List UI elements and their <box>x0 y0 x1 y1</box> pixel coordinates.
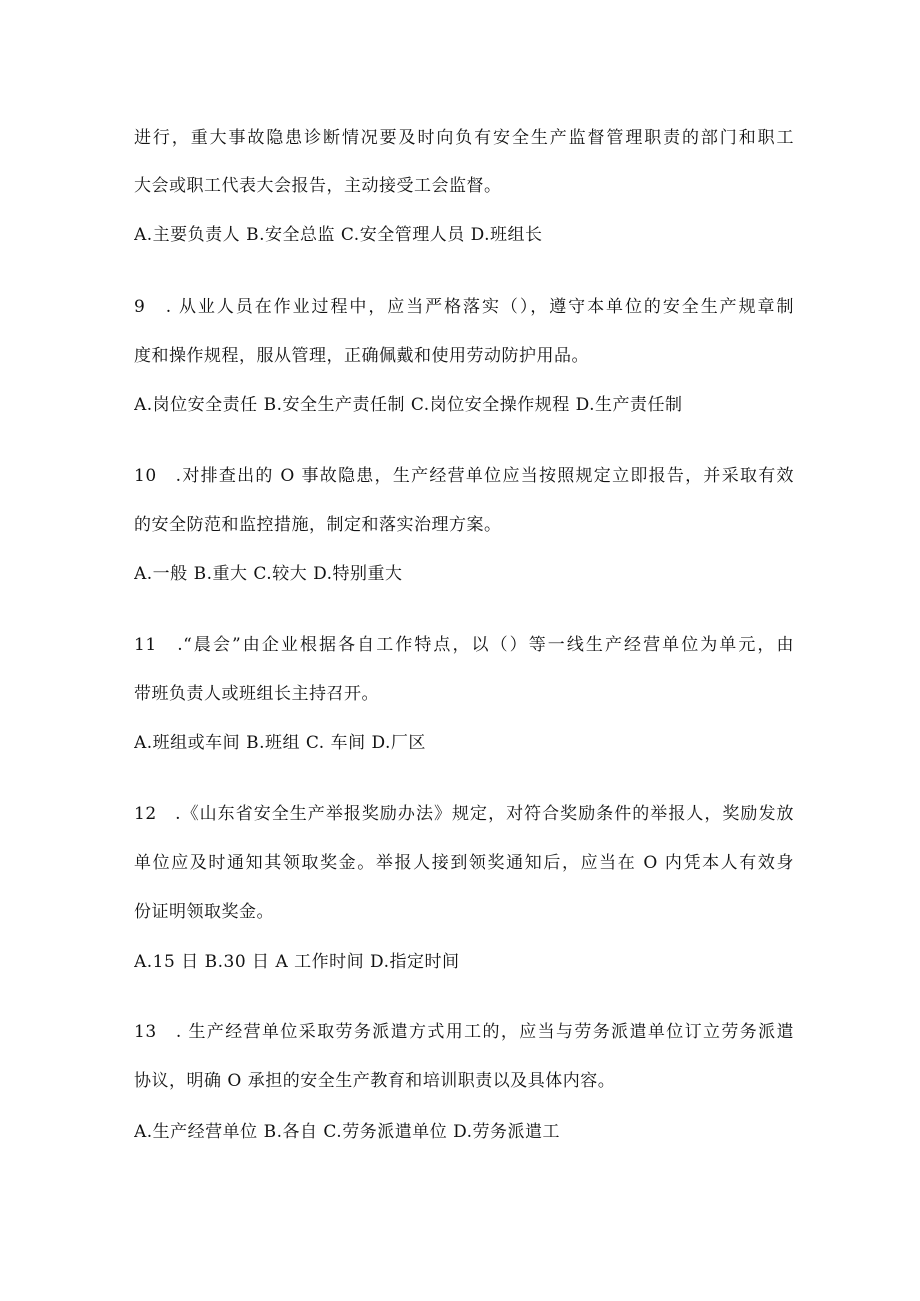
q12-stem-line-3: 份证明领取奖金。 <box>134 902 274 922</box>
q8-stem-line-1: 进行，重大事故隐患诊断情况要及时向负有安全生产监督管理职责的部门和职工 <box>134 128 794 148</box>
q12-options: A.15 日 B.30 日 A 工作时间 D.指定时间 <box>134 952 460 972</box>
q11-options: A.班组或车间 B.班组 C. 车间 D.厂区 <box>134 733 426 753</box>
q12-stem-line-2: 单位应及时通知其领取奖金。举报人接到领奖通知后，应当在 O 内凭本人有效身 <box>134 853 794 873</box>
q9-stem-line-1: 9 . 从业人员在作业过程中，应当严格落实（），遵守本单位的安全生产规章制 <box>134 297 794 317</box>
q13-stem-line-1: 13 . 生产经营单位采取劳务派遣方式用工的，应当与劳务派遣单位订立劳务派遣 <box>134 1022 794 1042</box>
q13-options: A.生产经营单位 B.各自 C.劳务派遣单位 D.劳务派遣工 <box>134 1122 561 1142</box>
q10-stem-line-1: 10 .对排查出的 O 事故隐患，生产经营单位应当按照规定立即报告，并采取有效 <box>134 466 794 486</box>
q13-stem-line-2: 协议，明确 O 承担的安全生产教育和培训职责以及具体内容。 <box>134 1071 616 1091</box>
q11-stem-line-2: 带班负责人或班组长主持召开。 <box>134 684 379 704</box>
q10-options: A.一般 B.重大 C.较大 D.特别重大 <box>134 564 403 584</box>
q8-options: A.主要负责人 B.安全总监 C.安全管理人员 D.班组长 <box>134 225 543 245</box>
q10-stem-line-2: 的安全防范和监控措施，制定和落实治理方案。 <box>134 515 502 535</box>
q11-stem-line-1: 11 .“晨会”由企业根据各自工作特点，以（）等一线生产经营单位为单元，由 <box>134 635 794 655</box>
q9-options: A.岗位安全责任 B.安全生产责任制 C.岗位安全操作规程 D.生产责任制 <box>134 395 683 415</box>
q9-stem-line-2: 度和操作规程，服从管理，正确佩戴和使用劳动防护用品。 <box>134 346 589 366</box>
q8-stem-line-2: 大会或职工代表大会报告，主动接受工会监督。 <box>134 176 502 196</box>
q12-stem-line-1: 12 .《山东省安全生产举报奖励办法》规定，对符合奖励条件的举报人，奖励发放 <box>134 804 794 824</box>
